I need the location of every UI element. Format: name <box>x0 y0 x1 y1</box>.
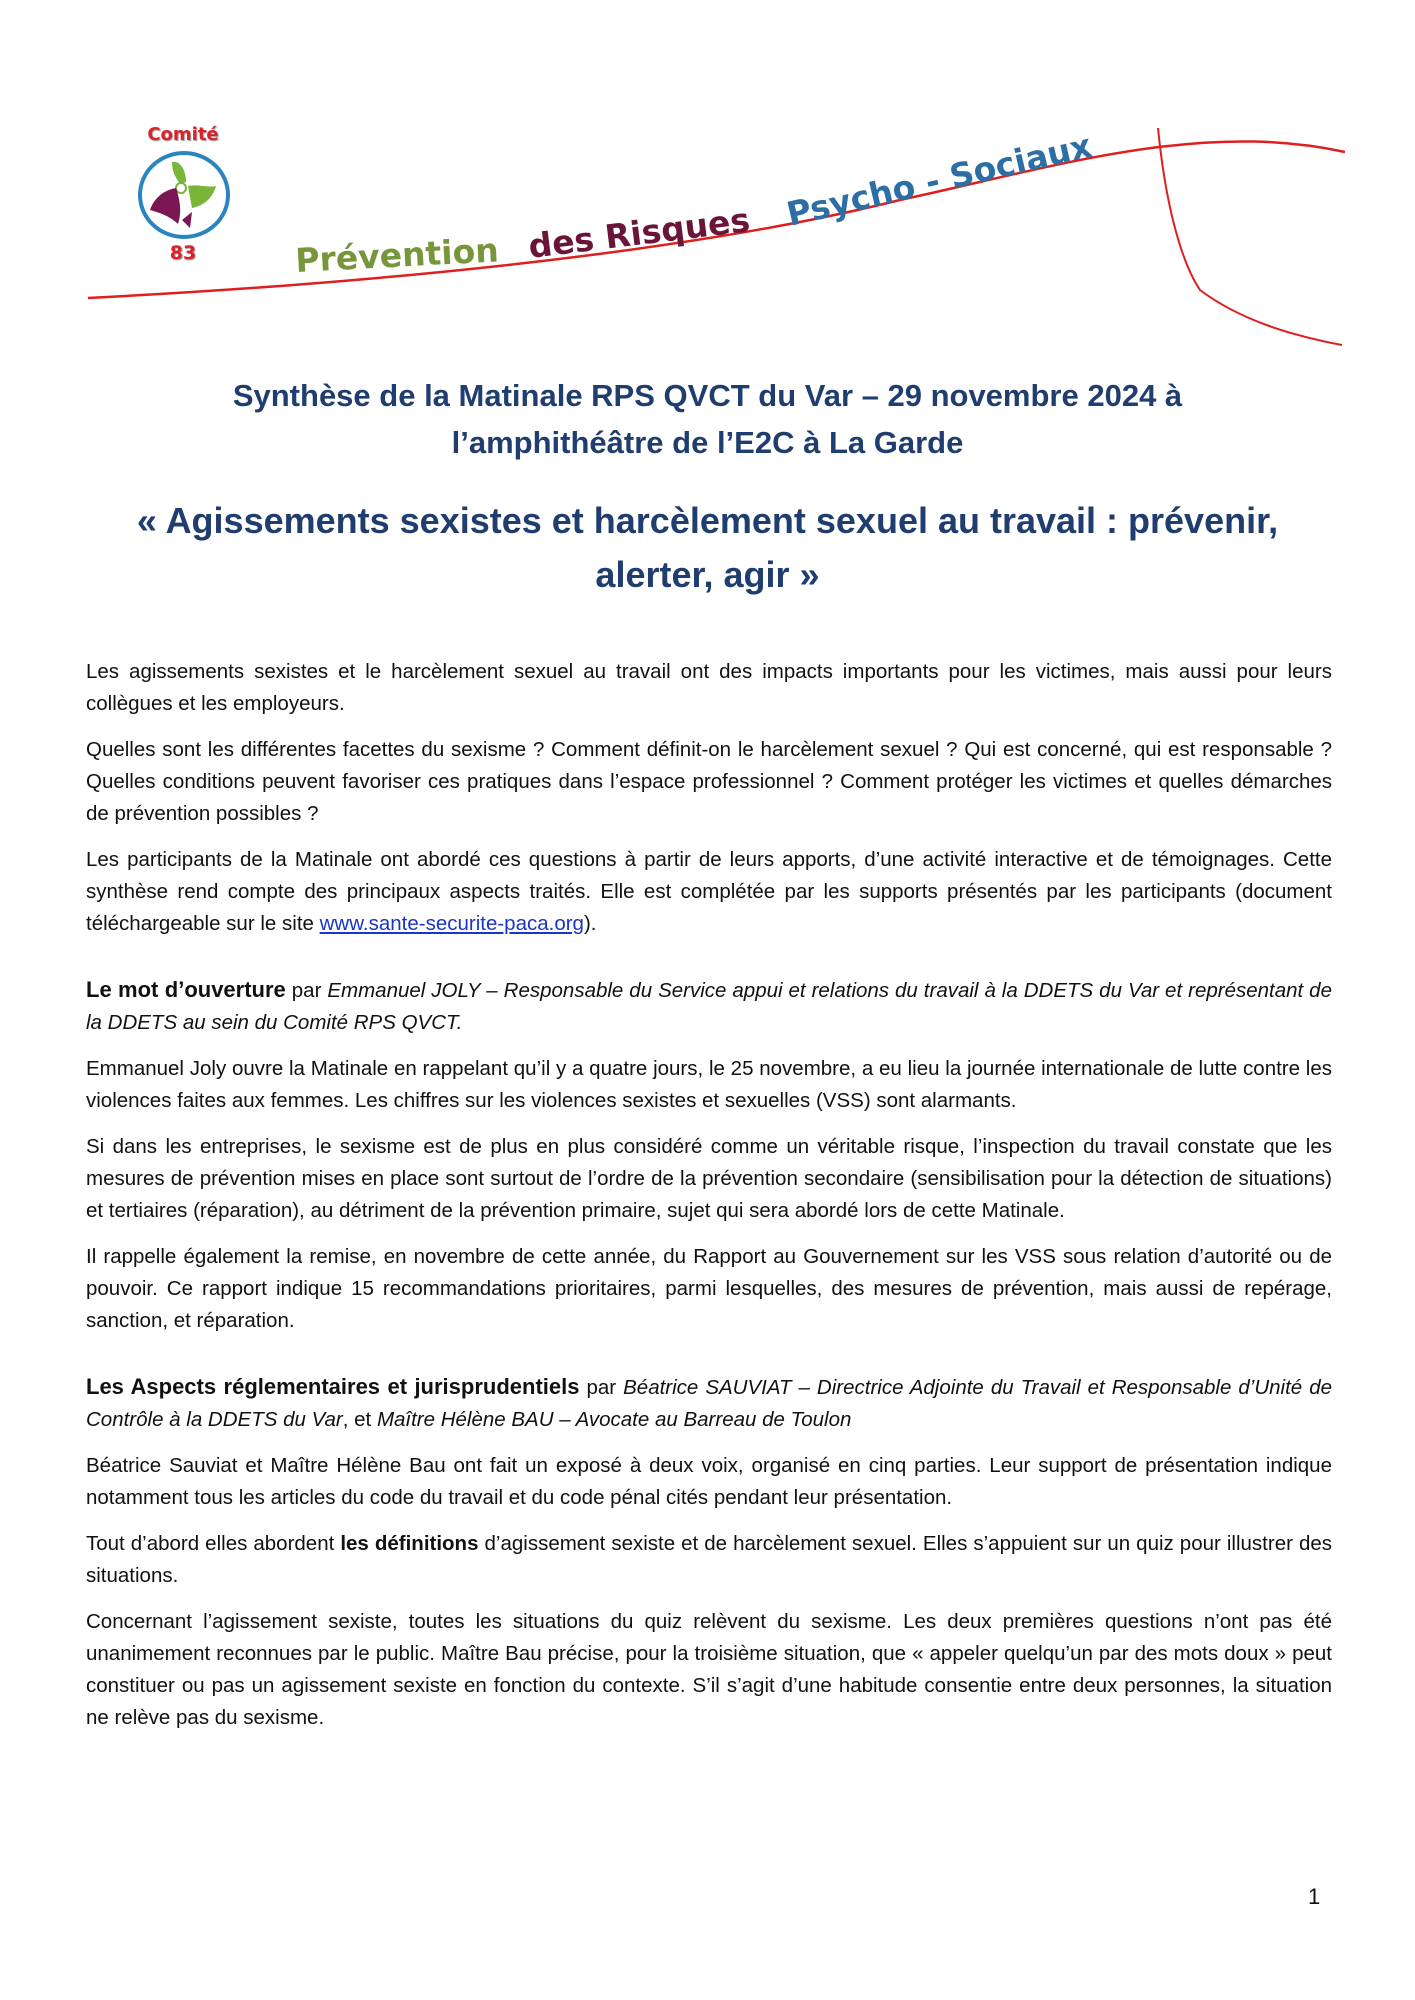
legal-speaker-2: Maître Hélène BAU – Avocate au Barreau de Toulon <box>376 1408 852 1431</box>
opening-paragraph-2: Si dans les entreprises, le sexisme est de plus en plus considéré comme un véritable risque, l’inspection du travail constate que les mesures de prévention mises en place sont surtout de l’ordre de la prévention secondaire (sensibilisation pour la détection de situations) et tertiaires (réparation), au détriment de la prévention primaire, sujet qui sera abordé lors de cette Matinale. <box>86 1135 1332 1222</box>
document-titles <box>80 372 1335 602</box>
banner-word-risques: des Risques <box>526 200 752 266</box>
opening-par: par <box>285 979 328 1002</box>
legal-and: , et <box>342 1408 377 1431</box>
header-banner <box>0 0 1415 360</box>
opening-paragraph-3: Il rappelle également la remise, en novembre de cette année, du Rapport au Gouvernement sur les VSS sous relation d’autorité ou de pouvoir. Ce rapport indique 15 recommandations prioritaires, parmi lesquelles, des mesures de prévention, mais aussi de repérage, sanction, et réparation. <box>86 1245 1332 1332</box>
legal-p2-bold: les définitions <box>340 1532 479 1555</box>
subtitle-line-1: Synthèse de la Matinale RPS QVCT du Var – 29 novembre 2024 à <box>232 378 1183 413</box>
opening-section-heading <box>86 974 1332 1039</box>
document-body <box>86 656 1332 1748</box>
site-link[interactable]: www.sante-securite-paca.org <box>319 912 584 935</box>
legal-par: par <box>579 1376 624 1399</box>
banner-word-prevention: Prévention <box>294 230 500 280</box>
logo-emblem-icon <box>136 148 232 242</box>
legal-p2-end: d’agissement sexiste et de harcèlement sexuel. Elles s’appuient sur un quiz pour illustrer des situations. <box>86 1532 1332 1587</box>
subtitle-line-2: l’amphithéâtre de l’E2C à La Garde <box>451 425 964 460</box>
intro-paragraph-3 <box>86 844 1332 940</box>
intro-paragraph-1: Les agissements sexistes et le harcèlement sexuel au travail ont des impacts importants pour les victimes, mais aussi pour leurs collègues et les employeurs. <box>86 660 1332 715</box>
logo-top-text: Comité <box>147 124 219 145</box>
page-number: 1 <box>1308 1884 1321 1909</box>
main-title-line-2: alerter, agir » <box>595 554 820 595</box>
legal-paragraph-1: Béatrice Sauviat et Maître Hélène Bau ont fait un exposé à deux voix, organisé en cinq parties. Leur support de présentation indique notamment tous les articles du code du travail et du code pénal cités pendant leur présentation. <box>86 1454 1332 1509</box>
legal-paragraph-3: Concernant l’agissement sexiste, toutes les situations du quiz relèvent du sexisme. Les deux premières questions n’ont pas été unanimement reconnues par le public. Maître Bau précise, pour la troisième situation, que « appeler quelqu’un par des mots doux » peut constituer ou pas un agissement sexiste en fonction du contexte. S’il s’agit d’une habitude consentie entre deux personnes, la situation ne relève pas du sexisme. <box>86 1610 1332 1729</box>
intro-p3-text: Les participants de la Matinale ont abordé ces questions à partir de leurs apports, d’une activité interactive et de témoignages. Cette synthèse rend compte des principaux aspects traités. Elle est complétée par les supports présentés par les participants (document téléchargeable sur le site <box>86 848 1332 935</box>
main-title-line-1: « Agissements sexistes et harcèlement sexuel au travail : prévenir, <box>136 500 1279 541</box>
main-title <box>80 494 1335 602</box>
banner-word-psycho: Psycho - Sociaux <box>783 125 1096 234</box>
legal-speaker-1: Béatrice SAUVIAT – Directrice Adjointe du Travail et Responsable d’Unité de Contrôle à la DDETS du Var <box>86 1376 1332 1431</box>
comite-83-logo <box>128 124 238 274</box>
legal-section-heading <box>86 1371 1332 1436</box>
opening-heading: Le mot d’ouverture <box>86 977 286 1002</box>
logo-bottom-text: 83 <box>169 242 197 264</box>
opening-speaker: Emmanuel JOLY – Responsable du Service appui et relations du travail à la DDETS du Var et représentant de la DDETS au sein du Comité RPS QVCT. <box>86 979 1332 1034</box>
intro-p3-end: ). <box>583 912 597 935</box>
legal-heading: Les Aspects réglementaires et jurisprudentiels <box>86 1374 580 1399</box>
legal-paragraph-2 <box>86 1528 1332 1592</box>
opening-paragraph-1: Emmanuel Joly ouvre la Matinale en rappelant qu’il y a quatre jours, le 25 novembre, a eu lieu la journée internationale de lutte contre les violences faites aux femmes. Les chiffres sur les violences sexistes et sexuelles (VSS) sont alarmants. <box>86 1057 1332 1112</box>
subtitle <box>80 372 1335 466</box>
intro-paragraph-2: Quelles sont les différentes facettes du sexisme ? Comment définit-on le harcèlement sexuel ? Qui est concerné, qui est responsable ? Quelles conditions peuvent favoriser ces pratiques dans l’espace professionnel ? Comment protéger les victimes et quelles démarches de prévention possibles ? <box>86 738 1332 825</box>
legal-p2-start: Tout d’abord elles abordent <box>86 1532 341 1555</box>
